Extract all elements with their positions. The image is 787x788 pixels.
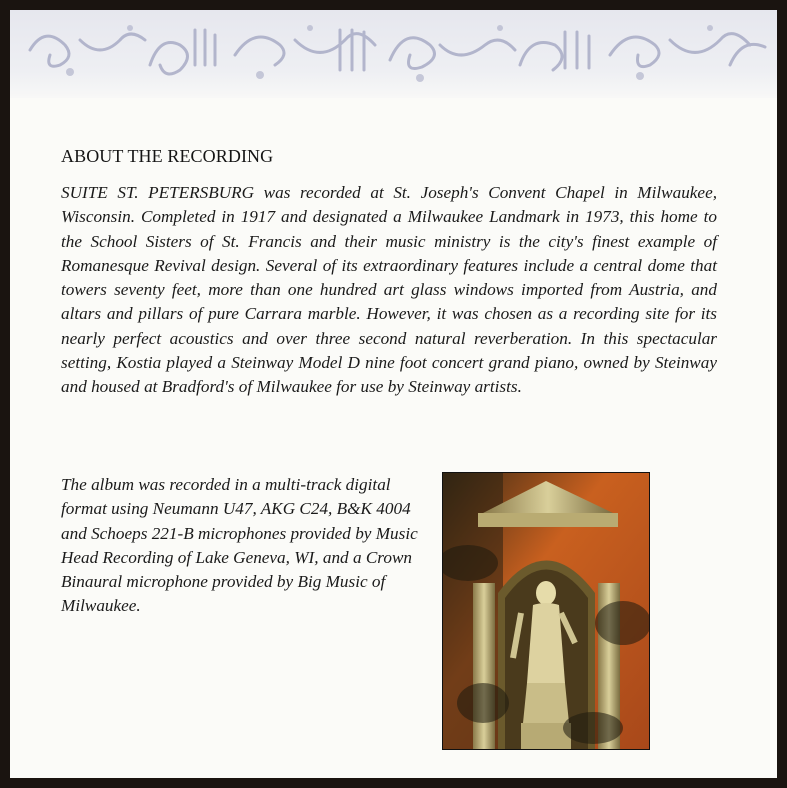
booklet-page [10,10,777,778]
statue-photo [442,472,650,750]
ornamental-border [10,10,777,98]
statue-illustration [443,473,649,749]
ornament-pattern [10,10,777,98]
section-heading: ABOUT THE RECORDING [61,146,274,166]
microphone-paragraph: The album was recorded in a multi-track digital format using Neumann U47, AKG C24, B&K 4004 and Schoeps 221-B microphones provided by Music Head Recording of Lake Geneva, WI, and a Crown Binaural microphone provided by Big Music of Milwaukee. [61,475,418,616]
recording-venue-paragraph: SUITE ST. PETERSBURG was recorded at St. Joseph's Convent Chapel in Milwaukee, Wisconsin. Completed in 1917 and designated a Milwaukee Landmark in 1973, this home to the School Sisters of St. Francis and their music ministry is the city's finest example of Romanesque Revival design. Several of its extraordinary features include a central dome that towers seventy feet, more than one hundred art glass windows imported from Austria, and altars and pillars of pure Carrara marble. However, it was chosen as a recording site for its nearly perfect acoustics and over three second natural reverberation. In this spectacular setting, Kostia played a Steinway Model D nine foot concert grand piano, owned by Steinway and housed at Bradford's of Milwaukee for use by Steinway artists. [61,183,717,397]
